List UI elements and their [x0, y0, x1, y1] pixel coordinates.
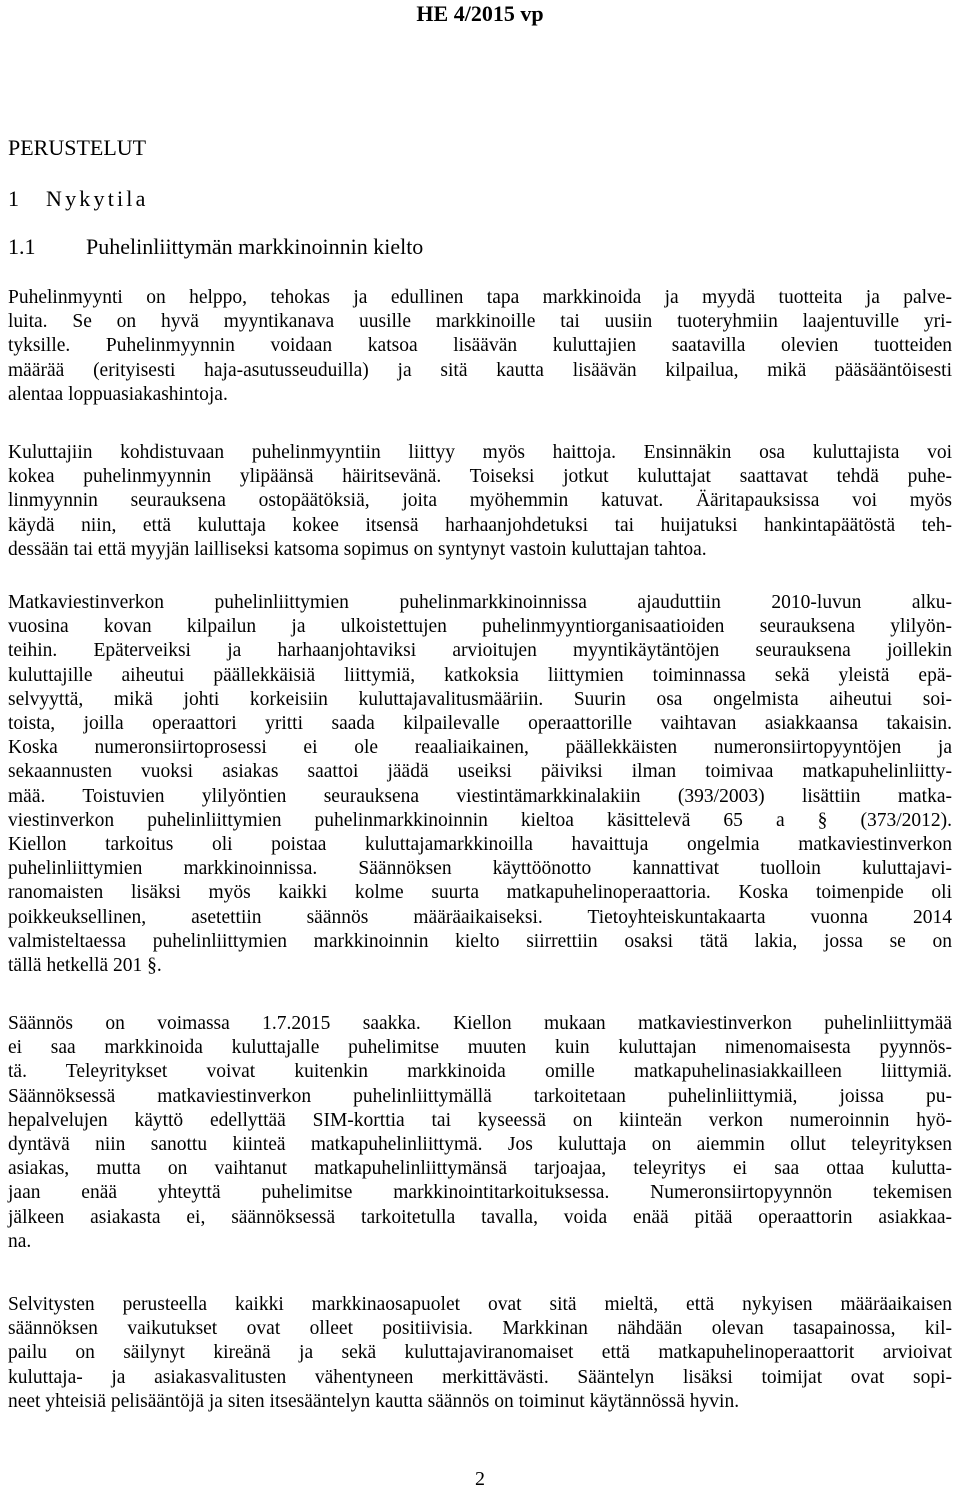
paragraph-line: tällä hetkellä 201 §. [8, 955, 162, 977]
paragraph-line: teihin. Epäterveiksi ja harhaanjohtaviksi arvioitujen myyntikäytäntöjen seurauksena joillekin [8, 640, 952, 662]
paragraph-line: Selvitysten perusteella kaikki markkinaosapuolet ovat sitä mieltä, että nykyisen määräaikaisen [8, 1294, 952, 1315]
paragraph-line: käydä niin, että kuluttaja kokee itsensä harhaanjohdetuksi tai huijatuksi hankintapäätöstä teh- [8, 514, 952, 536]
paragraph-line: viestinverkon puhelinliittymien puhelinmarkkinoinnin kieltoa käsittelevä 65 a § (373/2012). [8, 809, 952, 831]
chapter-number: 1 [8, 186, 19, 211]
paragraph-line: poikkeuksellinen, asetettiin säännös määräaikaiseksi. Tietoyhteiskuntakaarta vuonna 2014 [8, 906, 952, 928]
section-title: PERUSTELUT [8, 135, 147, 160]
chapter-title: Nykytila [46, 186, 149, 211]
paragraph-line: Puhelinmyynti on helppo, tehokas ja edullinen tapa markkinoida ja myydä tuotteita ja palve- [8, 287, 952, 308]
subsection-heading [8, 233, 423, 261]
paragraph-line: valmisteltaessa puhelinliittymien markkinoinnin kielto siirrettiin osaksi tätä lakia, jossa se on [8, 930, 952, 952]
paragraph-2 [8, 441, 952, 562]
paragraph-line: linmyynnin seurauksena ostopäätöksiä, joita myöhemmin katuvat. Ääritapauksissa voi myös [8, 490, 952, 512]
paragraph-line: luita. Se on hyvä myyntikanava uusille markkinoille tai uusiin tuoteryhmiin laajentuville yri- [8, 311, 952, 333]
paragraph-line: toista, joilla operaattori yritti saada kilpailevalle operaattorille vaihtavan asiakkaansa takaisin. [8, 713, 952, 735]
subsection-title: Puhelinliittymän markkinoinnin kielto [86, 234, 424, 259]
paragraph-line: määrää (erityisesti haja-asutusseuduilla) ja sitä kautta lisäävän kilpailua, mikä pääsääntöisesti [8, 359, 952, 381]
paragraph-line: pailu on säilynyt kireänä ja sekä kuluttajaviranomaiset että matkapuhelinoperaattorit arvioivat [8, 1342, 952, 1364]
paragraph-3 [8, 591, 952, 978]
paragraph-line: sekaannusten vuoksi asiakas saattoi jäädä useiksi päiviksi ilman toimivaa matkapuhelinliitty- [8, 761, 952, 783]
paragraph-line: mää. Toistuvien ylilyöntien seurauksena viestintämarkkinalakiin (393/2003) lisättiin matka- [8, 785, 952, 807]
paragraph-line: selvyyttä, mikä johti korkeisiin kuluttajavalitusmääriin. Suurin osa ongelmista aiheutui soi- [8, 688, 952, 710]
paragraph-1 [8, 286, 952, 407]
paragraph-line: dyntävä niin sanottu kiinteä matkapuhelinliittymä. Jos kuluttaja on aiemmin ollut teleyrityksen [8, 1134, 952, 1156]
paragraph-line: na. [8, 1230, 32, 1252]
paragraph-line: kuluttaja- ja asiakasvalitusten vähentyneen merkittävästi. Sääntelyn lisäksi toimijat ovat sopi- [8, 1366, 952, 1388]
paragraph-line: Kuluttajiin kohdistuvaan puhelinmyyntiin liittyy myös haittoja. Ensinnäkin osa kuluttajista voi [8, 442, 952, 463]
paragraph-line: ei saa markkinoida kuluttajalle puhelimitse muuten kuin kuluttajan nimenomaisesta pyynnös- [8, 1037, 952, 1059]
paragraph-line: säännöksen vaikutukset ovat olleet positiivisia. Markkinan nähdään olevan tasapainossa, kil- [8, 1318, 952, 1340]
paragraph-5 [8, 1293, 952, 1414]
paragraph-line: Säännöksessä matkaviestinverkon puhelinliittymällä tarkoitetaan puhelinliittymiä, joissa pu- [8, 1085, 952, 1107]
paragraph-line: puhelinliittymien markkinoinnissa. Säännöksen käyttöönotto kannattivat tuolloin kuluttajavi- [8, 858, 952, 880]
page-number: 2 [475, 1468, 485, 1490]
paragraph-line: hepalvelujen käyttö edellyttää SIM-korttia tai kyseessä on kiinteän verkon numeroinnin hyö- [8, 1109, 952, 1131]
paragraph-line: Säännös on voimassa 1.7.2015 saakka. Kiellon mukaan matkaviestinverkon puhelinliittymää [8, 1013, 952, 1034]
paragraph-4 [8, 1012, 952, 1254]
paragraph-line: tyksille. Puhelinmyynnin voidaan katsoa lisäävän kuluttajien saatavilla olevien tuotteiden [8, 335, 952, 357]
paragraph-line: Matkaviestinverkon puhelinliittymien puhelinmarkkinoinnissa ajauduttiin 2010-luvun alku- [8, 592, 952, 613]
paragraph-line: dessään tai että myyjän lailliseksi katsoma sopimus on syntynyt vastoin kuluttajan tahtoa. [8, 538, 707, 560]
paragraph-line: jaan enää yhteyttä puhelimitse markkinointitarkoituksessa. Numeronsiirtopyynnön tekemisen [8, 1182, 952, 1204]
paragraph-line: ranomaisten lisäksi myös kaikki kolme suurta matkapuhelinoperaattoria. Koska toimenpide oli [8, 882, 952, 904]
paragraph-line: neet yhteisiä pelisääntöjä ja siten itsesääntelyn kautta säännös on toiminut käytännössä hyvin. [8, 1390, 740, 1412]
paragraph-line: vuosina kovan kilpailun ja ulkoistettujen puhelinmyyntiorganisaatioiden seurauksena ylilyön- [8, 616, 952, 638]
paragraph-line: tä. Teleyritykset voivat kuitenkin markkinoida omille matkapuhelinasiakkailleen liittymiä. [8, 1061, 952, 1083]
chapter-heading [8, 185, 149, 213]
paragraph-line: Koska numeronsiirtoprosessi ei ole reaaliaikainen, päällekkäisten numeronsiirtopyyntöjen ja [8, 737, 952, 759]
paragraph-line: jälkeen asiakasta ei, säännöksessä tarkoitetulla tavalla, voida enää pitää operaattorin asiakkaa- [8, 1206, 952, 1228]
paragraph-line: asiakas, mutta on vaihtanut matkapuhelinliittymänsä tarjoajaa, teleyritys ei saa ottaa kulutta- [8, 1158, 952, 1180]
paragraph-line: kuluttajille aiheutui päällekkäisiä liittymiä, katkoksia liittymien toiminnassa sekä yleistä epä- [8, 664, 952, 686]
document-header: HE 4/2015 vp [416, 1, 544, 26]
subsection-number: 1.1 [8, 234, 36, 259]
paragraph-line: kokea puhelinmyynnin ylipäänsä häiritsevänä. Toiseksi jotkut kuluttajat saattavat tehdä puhe- [8, 466, 952, 488]
paragraph-line: alentaa loppuasiakashintoja. [8, 383, 228, 405]
paragraph-line: Kiellon tarkoitus oli poistaa kuluttajamarkkinoilla havaittuja ongelmia matkaviestinverkon [8, 834, 952, 856]
